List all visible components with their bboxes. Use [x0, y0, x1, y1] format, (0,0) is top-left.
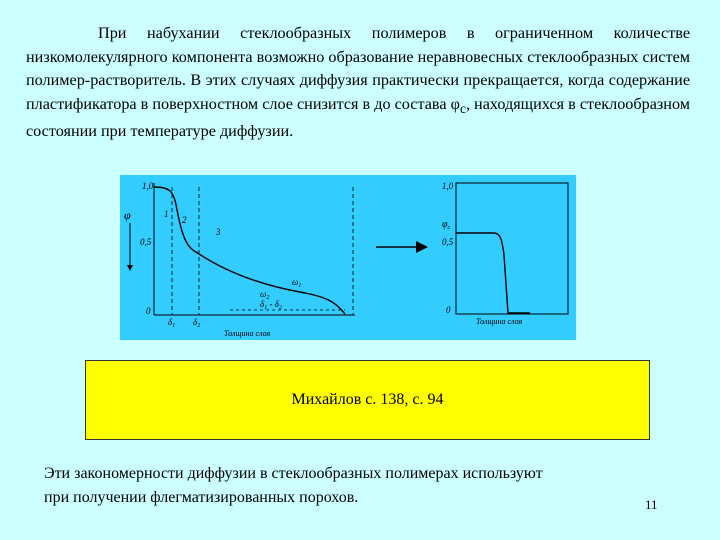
citation-text: Михайлов с. 138, с. 94 — [291, 391, 444, 408]
right-origin: 0 — [446, 305, 451, 315]
right-curve — [456, 233, 530, 313]
curve-label-1: 1 — [164, 209, 169, 219]
left-curve — [154, 187, 345, 314]
right-phi-c: $\varphi_с$ — [442, 219, 451, 231]
paragraph-subscript: с — [459, 100, 466, 116]
citation-box — [85, 360, 650, 440]
delta-1-label: $\delta_1$ — [168, 317, 176, 329]
diffusion-figure — [120, 175, 576, 340]
omega-2-label: $\omega_2$ — [260, 289, 270, 301]
y-direction-arrowhead — [127, 265, 133, 271]
right-tick-mid: 0,5 — [442, 237, 454, 247]
paragraph-text-1: При набухании стеклообразных полимеров в ограниченном количестве низкомолекулярного компонента возможно образование неравновесных стеклообразных систем полимер-растворитель. В этих случаях диффузия практически прекращается, когда содержание пластификатора в поверхностном слое снизится в до состава φ — [26, 24, 690, 113]
delta-diff-label: $\delta_1 - \delta_2$ — [260, 299, 282, 311]
curve-label-2: 2 — [182, 215, 187, 225]
footer-line-2: при получении флегматизированных порохов. — [44, 489, 359, 506]
omega-1-label: $\omega_1$ — [292, 277, 302, 289]
left-origin: 0 — [146, 306, 151, 316]
left-x-axis-label: Толщина слоя — [224, 329, 271, 338]
figure-svg — [120, 175, 576, 340]
footer-line-1: Эти закономерности диффузии в стеклообразных полимерах используют — [44, 465, 543, 482]
left-y-symbol: φ — [124, 208, 131, 222]
left-tick-top: 1,0 — [142, 181, 154, 191]
right-x-axis-label: Толщина слоя — [476, 317, 523, 326]
right-tick-top: 1,0 — [442, 181, 454, 191]
transition-arrowhead — [416, 241, 428, 253]
page-number: 11 — [645, 497, 658, 512]
footer-paragraph — [44, 462, 644, 510]
paragraph-text-2: , находящихся в стеклообразном состоянии при температуре диффузии. — [26, 94, 690, 141]
delta-2-label: $\delta_2$ — [193, 317, 201, 329]
intro-paragraph — [26, 22, 690, 144]
left-tick-mid: 0,5 — [140, 237, 152, 247]
curve-label-3: 3 — [216, 227, 221, 237]
right-plot-frame — [456, 183, 568, 314]
